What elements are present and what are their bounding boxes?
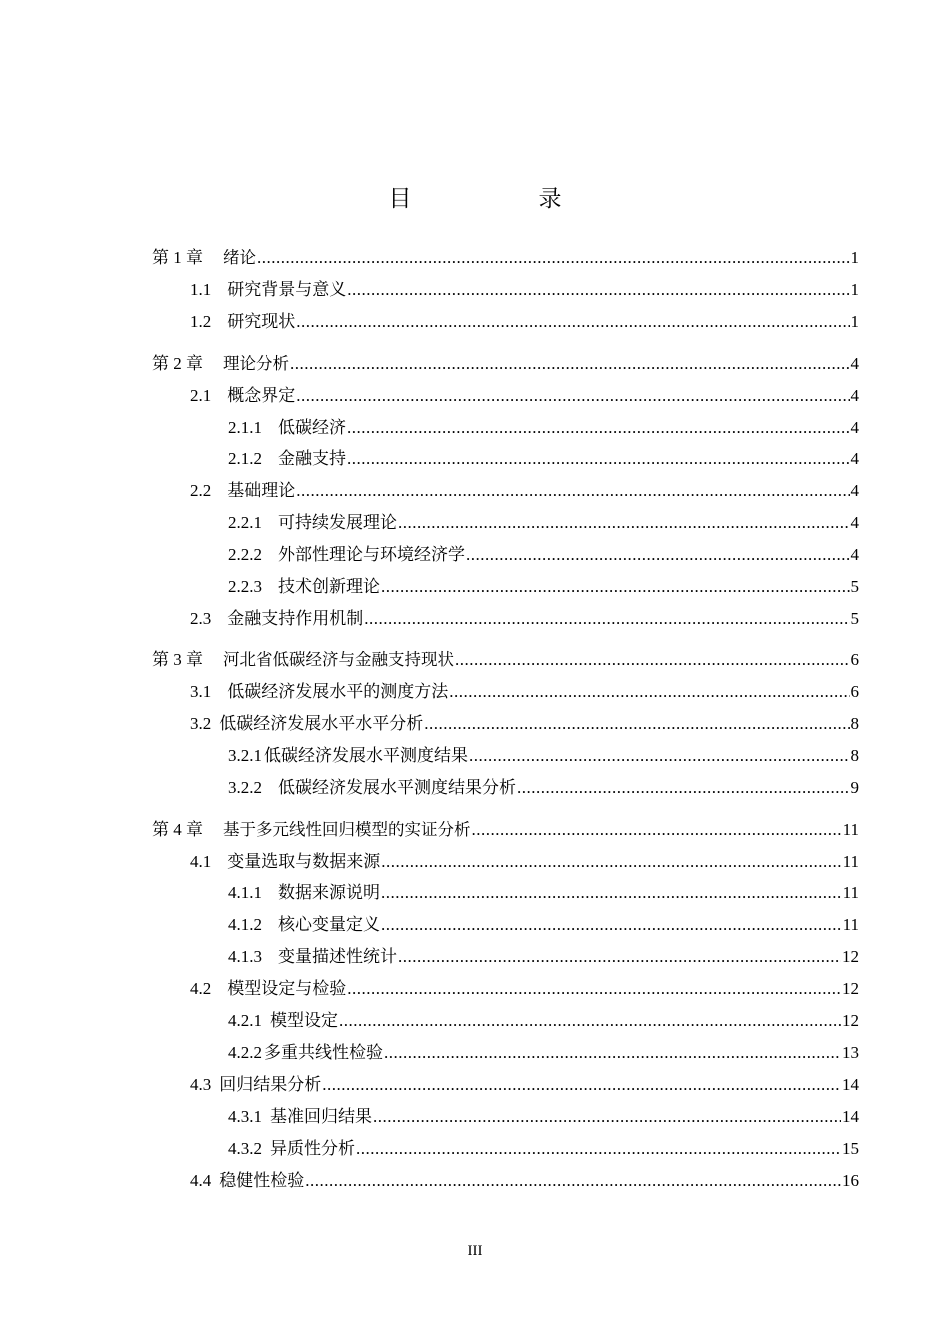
toc-entry-page: 14 (842, 1075, 859, 1094)
toc-entry-number: 2.1.1 (228, 418, 262, 437)
toc-entry-page: 11 (842, 883, 859, 902)
toc-entry-number: 4.3 (190, 1075, 212, 1094)
toc-entry-text: 模型设定 (270, 1011, 338, 1030)
toc-entry-text: 研究背景与意义 (227, 280, 347, 299)
toc-entry-label (228, 945, 397, 969)
toc-leader-dots (381, 881, 842, 905)
toc-entry[interactable] (228, 1105, 859, 1129)
toc-entry-label (152, 648, 454, 672)
toc-entry-label (152, 818, 471, 842)
toc-entry[interactable] (228, 1137, 859, 1161)
toc-entry-page: 6 (850, 682, 859, 701)
toc-entry-text: 模型设定与检验 (227, 979, 347, 998)
toc-entry-label (190, 479, 295, 503)
toc-leader-dots (322, 1073, 841, 1097)
toc-entry-page: 11 (842, 820, 859, 839)
toc-leader-dots (398, 945, 841, 969)
toc-entry[interactable] (190, 384, 859, 408)
toc-entry-label (228, 447, 346, 471)
toc-leader-dots (364, 607, 849, 631)
toc-entry-page: 5 (850, 609, 859, 628)
toc-entry[interactable] (228, 945, 859, 969)
toc-entry-text: 可持续发展理论 (278, 513, 397, 532)
toc-entry-page: 8 (850, 714, 859, 733)
toc-entry-label (228, 416, 346, 440)
toc-leader-dots (381, 913, 842, 937)
toc-entry-page: 6 (850, 650, 859, 669)
toc-entry[interactable] (228, 511, 859, 535)
toc-entry[interactable] (190, 607, 859, 631)
toc-entry-number: 1.2 (190, 312, 212, 331)
toc-leader-dots (347, 447, 850, 471)
toc-entry[interactable] (190, 712, 859, 736)
toc-entry-page: 15 (842, 1139, 859, 1158)
toc-entry-page: 4 (850, 513, 859, 532)
toc-entry[interactable] (190, 977, 859, 1001)
toc-entry-label (228, 744, 468, 768)
toc-leader-dots (347, 416, 850, 440)
toc-entry-number: 4.1.2 (228, 915, 262, 934)
toc-entry-text: 外部性理论与环境经济学 (278, 545, 465, 564)
toc-leader-dots (381, 850, 841, 874)
toc-entry-text: 基准回归结果 (270, 1107, 372, 1126)
toc-entry-number: 4.2.2 (228, 1043, 262, 1062)
toc-entry-page: 4 (850, 354, 859, 373)
toc-entry-number: 第 4 章 (152, 820, 203, 839)
toc-entry[interactable] (190, 850, 859, 874)
toc-entry-page: 1 (850, 280, 859, 299)
page-number-footer: III (467, 1243, 483, 1259)
toc-entry-text: 金融支持 (278, 449, 346, 468)
toc-entry-text: 河北省低碳经济与金融支持现状 (223, 650, 454, 669)
toc-entry-page: 16 (842, 1171, 859, 1190)
toc-entry-page: 4 (850, 545, 859, 564)
toc-entry-page: 11 (842, 915, 859, 934)
toc-entry-page: 1 (850, 248, 859, 267)
toc-leader-dots (449, 680, 849, 704)
toc-leader-dots (466, 543, 850, 567)
toc-entry-text: 数据来源说明 (278, 883, 380, 902)
toc-leader-dots (347, 278, 849, 302)
toc-entry-number: 4.1.3 (228, 947, 262, 966)
toc-entry[interactable] (228, 543, 859, 567)
toc-entry-text: 理论分析 (223, 354, 289, 373)
toc-entry-number: 2.1 (190, 386, 212, 405)
toc-entry-page: 4 (850, 481, 859, 500)
toc-entry-page: 12 (842, 947, 859, 966)
toc-entry-label (190, 1073, 321, 1097)
toc-entry-text: 低碳经济发展水平测度结果分析 (278, 778, 516, 797)
toc-entry-label (190, 278, 346, 302)
toc-entry[interactable] (152, 648, 859, 672)
toc-entry-label (228, 1105, 372, 1129)
toc-leader-dots (424, 712, 849, 736)
toc-entry-text: 核心变量定义 (278, 915, 380, 934)
toc-entry-page: 4 (850, 418, 859, 437)
toc-entry[interactable] (190, 479, 859, 503)
toc-entry-label (228, 1041, 383, 1065)
toc-entry-label (228, 543, 465, 567)
toc-entry[interactable] (228, 776, 859, 800)
toc-leader-dots (339, 1009, 841, 1033)
toc-leader-dots (290, 352, 850, 376)
toc-entry-label (190, 680, 448, 704)
toc-entry-label (228, 575, 380, 599)
toc-entry-label (228, 1137, 355, 1161)
toc-entry-label (190, 977, 346, 1001)
toc-entry[interactable] (228, 447, 859, 471)
toc-entry-text: 稳健性检验 (219, 1171, 305, 1190)
toc-entry-page: 9 (850, 778, 859, 797)
toc-entry[interactable] (152, 818, 859, 842)
toc-entry-page: 8 (850, 746, 859, 765)
toc-entry-number: 第 2 章 (152, 354, 203, 373)
toc-entry-label (190, 1169, 304, 1193)
toc-entry-text: 低碳经济发展水平测度结果 (264, 746, 468, 765)
toc-leader-dots (296, 310, 849, 334)
toc-entry-number: 4.2.1 (228, 1011, 262, 1030)
toc-entry-number: 2.2.2 (228, 545, 262, 564)
toc-entry-label (228, 511, 397, 535)
toc-leader-dots (398, 511, 850, 535)
toc-entry[interactable] (152, 352, 859, 376)
toc-entry-label (228, 1009, 338, 1033)
toc-entry[interactable] (228, 744, 859, 768)
toc-leader-dots (257, 246, 850, 270)
toc-entry-number: 2.2 (190, 481, 212, 500)
toc-entry-number: 3.2.2 (228, 778, 262, 797)
toc-entry-text: 技术创新理论 (278, 577, 380, 596)
toc-entry-number: 3.2.1 (228, 746, 262, 765)
toc-entry-number: 4.4 (190, 1171, 212, 1190)
toc-entry-number: 第 3 章 (152, 650, 203, 669)
toc-entry[interactable] (228, 1041, 859, 1065)
toc-entry[interactable] (190, 680, 859, 704)
toc-entry-number: 2.3 (190, 609, 212, 628)
toc-leader-dots (296, 384, 849, 408)
toc-entry-text: 低碳经济发展水平水平分析 (219, 714, 424, 733)
toc-leader-dots (469, 744, 850, 768)
toc-entry-label (190, 712, 423, 736)
toc-title: 目 录 (388, 186, 614, 211)
toc-entry-number: 3.2 (190, 714, 212, 733)
toc-entry-text: 基于多元线性回归模型的实证分析 (223, 820, 471, 839)
toc-entry-number: 2.1.2 (228, 449, 262, 468)
toc-leader-dots (381, 575, 850, 599)
toc-entry-page: 1 (850, 312, 859, 331)
toc-entry-number: 4.3.2 (228, 1139, 262, 1158)
toc-entry-number: 4.1 (190, 852, 212, 871)
toc-entry-text: 多重共线性检验 (264, 1043, 383, 1062)
toc-entry-number: 4.1.1 (228, 883, 262, 902)
toc-entry[interactable] (228, 575, 859, 599)
toc-entry-text: 研究现状 (227, 312, 296, 331)
toc-entry-text: 基础理论 (227, 481, 296, 500)
toc-entry-text: 低碳经济 (278, 418, 346, 437)
toc-entry-page: 4 (850, 386, 859, 405)
toc-entry-number: 4.2 (190, 979, 212, 998)
toc-entry-label (152, 352, 289, 376)
toc-leader-dots (373, 1105, 841, 1129)
toc-entry-text: 绪论 (223, 248, 256, 267)
toc-entry[interactable] (152, 246, 859, 270)
toc-entry-text: 金融支持作用机制 (227, 609, 364, 628)
toc-leader-dots (472, 818, 842, 842)
toc-leader-dots (384, 1041, 841, 1065)
toc-entry[interactable] (228, 881, 859, 905)
toc-entry-label (228, 913, 380, 937)
toc-entry-label (190, 310, 295, 334)
toc-entry-page: 5 (850, 577, 859, 596)
toc-entry-label (190, 607, 363, 631)
toc-entry-page: 4 (850, 449, 859, 468)
toc-entry-label (190, 384, 295, 408)
toc-entry[interactable] (190, 310, 859, 334)
toc-leader-dots (356, 1137, 841, 1161)
toc-entry[interactable] (190, 1073, 859, 1097)
toc-entry-page: 12 (842, 979, 859, 998)
toc-entry-label (228, 881, 380, 905)
toc-entry-number: 3.1 (190, 682, 212, 701)
toc-entry-text: 异质性分析 (270, 1139, 355, 1158)
toc-leader-dots (455, 648, 850, 672)
toc-leader-dots (296, 479, 849, 503)
toc-entry[interactable] (190, 1169, 859, 1193)
toc-entry-text: 回归结果分析 (219, 1075, 322, 1094)
toc-entry-text: 变量选取与数据来源 (227, 852, 381, 871)
toc-entry-number: 2.2.1 (228, 513, 262, 532)
toc-entry[interactable] (228, 1009, 859, 1033)
toc-entry-label (152, 246, 256, 270)
toc-entry-number: 1.1 (190, 280, 212, 299)
toc-leader-dots (347, 977, 841, 1001)
toc-entry-text: 变量描述性统计 (278, 947, 397, 966)
toc-entry-text: 概念界定 (227, 386, 296, 405)
toc-entry-label (228, 776, 516, 800)
toc-entry-text: 低碳经济发展水平的测度方法 (227, 682, 449, 701)
toc-entry-label (190, 850, 380, 874)
toc-entry-number: 第 1 章 (152, 248, 203, 267)
toc-entry[interactable] (190, 278, 859, 302)
toc-entry-page: 11 (842, 852, 859, 871)
toc-leader-dots (517, 776, 850, 800)
toc-entry-page: 12 (842, 1011, 859, 1030)
toc-leader-dots (305, 1169, 841, 1193)
toc-entry-number: 4.3.1 (228, 1107, 262, 1126)
toc-entry-page: 13 (842, 1043, 859, 1062)
toc-entry[interactable] (228, 416, 859, 440)
toc-entry-page: 14 (842, 1107, 859, 1126)
toc-entry-number: 2.2.3 (228, 577, 262, 596)
toc-entry[interactable] (228, 913, 859, 937)
